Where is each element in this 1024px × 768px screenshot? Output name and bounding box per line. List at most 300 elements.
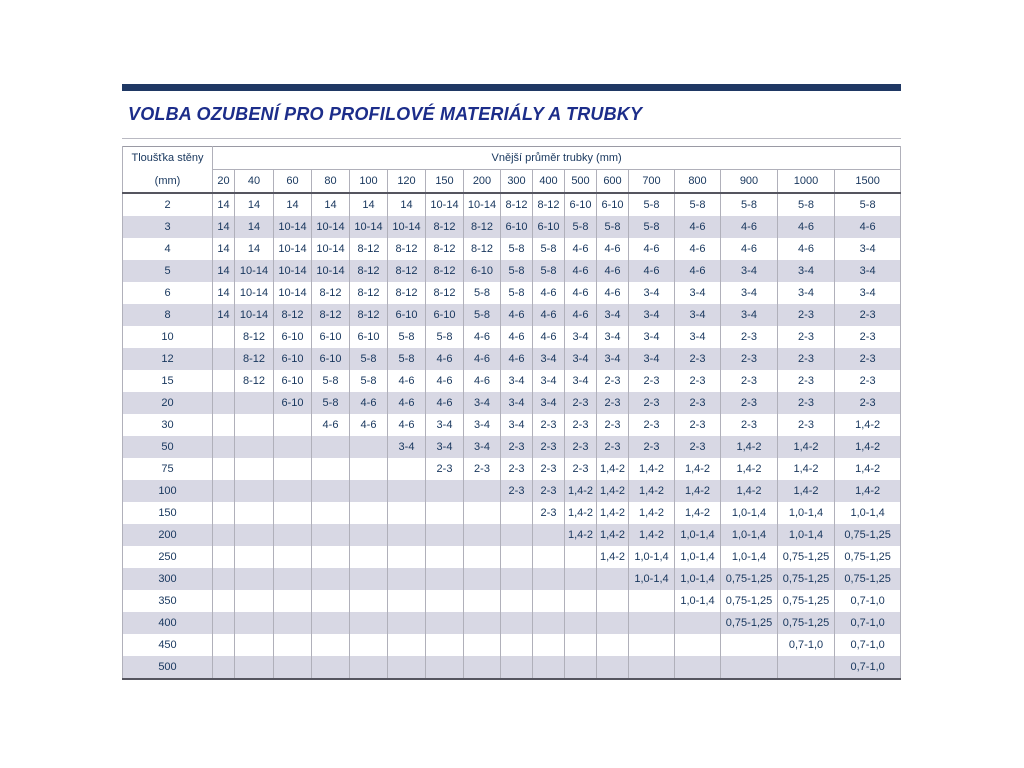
pitch-cell [235, 546, 274, 568]
pitch-cell [312, 458, 350, 480]
pitch-cell [312, 590, 350, 612]
header-row-units [123, 170, 901, 194]
pitch-cell: 2-3 [533, 414, 565, 436]
pitch-cell [565, 634, 597, 656]
diameter-col-header: 600 [597, 170, 629, 194]
document-page [122, 84, 902, 680]
pitch-cell: 4-6 [778, 216, 835, 238]
pitch-cell [426, 568, 464, 590]
pitch-cell [274, 568, 312, 590]
pitch-cell: 14 [213, 282, 235, 304]
pitch-cell: 5-8 [675, 193, 721, 216]
pitch-cell: 2-3 [629, 436, 675, 458]
pitch-cell [533, 568, 565, 590]
pitch-cell: 4-6 [533, 282, 565, 304]
pitch-cell [597, 634, 629, 656]
pitch-cell: 2-3 [778, 414, 835, 436]
pitch-cell: 14 [213, 238, 235, 260]
pitch-cell [565, 568, 597, 590]
pitch-cell [533, 656, 565, 679]
pitch-cell: 14 [312, 193, 350, 216]
pitch-cell: 1,0-1,4 [675, 546, 721, 568]
pitch-cell: 2-3 [675, 348, 721, 370]
pitch-cell: 3-4 [533, 370, 565, 392]
pitch-cell [533, 634, 565, 656]
pitch-cell [213, 348, 235, 370]
pitch-cell [629, 590, 675, 612]
pitch-cell: 3-4 [597, 304, 629, 326]
pitch-cell: 5-8 [426, 326, 464, 348]
pitch-cell: 3-4 [675, 282, 721, 304]
pitch-cell: 3-4 [426, 436, 464, 458]
pitch-cell: 6-10 [388, 304, 426, 326]
pitch-cell [426, 634, 464, 656]
thickness-cell: 5 [123, 260, 213, 282]
pitch-cell [778, 656, 835, 679]
pitch-cell: 4-6 [501, 326, 533, 348]
pitch-cell [721, 656, 778, 679]
pitch-cell [597, 612, 629, 634]
pitch-cell: 5-8 [388, 326, 426, 348]
pitch-cell [426, 546, 464, 568]
pitch-cell [565, 612, 597, 634]
pitch-cell: 1,4-2 [597, 502, 629, 524]
pitch-cell: 3-4 [629, 326, 675, 348]
pitch-cell: 14 [213, 193, 235, 216]
pitch-cell: 8-12 [312, 282, 350, 304]
pitch-cell: 2-3 [721, 326, 778, 348]
table-row [123, 568, 901, 590]
diameter-col-header: 200 [464, 170, 501, 194]
pitch-cell: 0,75-1,25 [721, 612, 778, 634]
pitch-cell: 1,4-2 [835, 458, 901, 480]
pitch-cell [274, 634, 312, 656]
table-row [123, 326, 901, 348]
pitch-cell: 4-6 [388, 414, 426, 436]
pitch-cell: 4-6 [675, 238, 721, 260]
pitch-cell: 10-14 [312, 238, 350, 260]
pitch-cell [675, 656, 721, 679]
pitch-cell: 2-3 [629, 392, 675, 414]
pitch-cell: 1,4-2 [675, 480, 721, 502]
pitch-cell [235, 524, 274, 546]
pitch-cell: 4-6 [565, 282, 597, 304]
thickness-cell: 30 [123, 414, 213, 436]
pitch-cell: 4-6 [501, 348, 533, 370]
pitch-cell [213, 502, 235, 524]
pitch-cell: 1,4-2 [565, 480, 597, 502]
pitch-cell [274, 546, 312, 568]
pitch-cell: 8-12 [388, 260, 426, 282]
thickness-cell: 10 [123, 326, 213, 348]
pitch-cell: 8-12 [235, 326, 274, 348]
pitch-cell: 8-12 [426, 282, 464, 304]
pitch-cell [464, 634, 501, 656]
pitch-cell [675, 612, 721, 634]
pitch-cell: 5-8 [533, 260, 565, 282]
pitch-cell: 4-6 [629, 260, 675, 282]
pitch-cell: 3-4 [597, 348, 629, 370]
pitch-cell [213, 370, 235, 392]
pitch-cell: 3-4 [533, 348, 565, 370]
pitch-cell: 10-14 [312, 216, 350, 238]
pitch-cell [235, 414, 274, 436]
pitch-cell [388, 458, 426, 480]
diameter-col-header: 120 [388, 170, 426, 194]
pitch-cell [426, 524, 464, 546]
pitch-cell [629, 634, 675, 656]
pitch-cell: 3-4 [501, 370, 533, 392]
pitch-cell: 1,0-1,4 [675, 568, 721, 590]
pitch-cell: 4-6 [597, 238, 629, 260]
pitch-cell: 6-10 [274, 370, 312, 392]
thickness-cell: 2 [123, 193, 213, 216]
pitch-cell: 2-3 [721, 392, 778, 414]
pitch-cell: 5-8 [388, 348, 426, 370]
thickness-cell: 6 [123, 282, 213, 304]
thickness-cell: 450 [123, 634, 213, 656]
pitch-cell: 10-14 [426, 193, 464, 216]
pitch-cell [350, 480, 388, 502]
diameter-col-header: 60 [274, 170, 312, 194]
pitch-cell: 4-6 [721, 216, 778, 238]
pitch-cell [629, 656, 675, 679]
thickness-cell: 200 [123, 524, 213, 546]
pitch-cell: 2-3 [629, 370, 675, 392]
pitch-cell [312, 568, 350, 590]
diameter-col-header: 700 [629, 170, 675, 194]
pitch-cell: 10-14 [350, 216, 388, 238]
pitch-cell: 1,4-2 [835, 414, 901, 436]
table-row [123, 502, 901, 524]
pitch-cell: 3-4 [835, 282, 901, 304]
pitch-cell: 2-3 [675, 370, 721, 392]
pitch-cell: 14 [213, 304, 235, 326]
pitch-cell: 2-3 [565, 414, 597, 436]
pitch-cell [274, 524, 312, 546]
pitch-cell: 1,4-2 [721, 436, 778, 458]
pitch-cell: 3-4 [501, 414, 533, 436]
pitch-cell: 10-14 [312, 260, 350, 282]
pitch-cell: 10-14 [235, 304, 274, 326]
pitch-cell: 4-6 [464, 348, 501, 370]
pitch-cell: 2-3 [533, 502, 565, 524]
row-header-title: Tloušťka stěny [123, 147, 213, 170]
pitch-cell: 5-8 [312, 392, 350, 414]
pitch-cell [235, 436, 274, 458]
pitch-cell: 2-3 [597, 370, 629, 392]
pitch-cell: 1,0-1,4 [675, 524, 721, 546]
pitch-cell [350, 590, 388, 612]
pitch-cell: 1,4-2 [629, 480, 675, 502]
pitch-cell: 2-3 [597, 436, 629, 458]
pitch-cell: 4-6 [533, 304, 565, 326]
table-row [123, 304, 901, 326]
pitch-cell: 1,0-1,4 [721, 524, 778, 546]
pitch-cell: 3-4 [721, 260, 778, 282]
pitch-cell: 14 [235, 238, 274, 260]
pitch-cell: 8-12 [533, 193, 565, 216]
pitch-cell [501, 634, 533, 656]
pitch-cell: 2-3 [835, 304, 901, 326]
pitch-cell [501, 612, 533, 634]
pitch-cell: 1,4-2 [675, 458, 721, 480]
pitch-cell: 14 [213, 216, 235, 238]
pitch-cell [274, 502, 312, 524]
pitch-cell: 3-4 [501, 392, 533, 414]
pitch-cell: 4-6 [426, 370, 464, 392]
pitch-cell: 14 [235, 216, 274, 238]
pitch-cell: 2-3 [778, 326, 835, 348]
diameter-col-header: 300 [501, 170, 533, 194]
pitch-cell [565, 546, 597, 568]
pitch-cell [388, 612, 426, 634]
pitch-cell [213, 414, 235, 436]
pitch-cell [213, 436, 235, 458]
pitch-cell: 0,7-1,0 [835, 590, 901, 612]
pitch-cell: 2-3 [501, 458, 533, 480]
pitch-cell: 2-3 [565, 436, 597, 458]
pitch-cell: 3-4 [675, 304, 721, 326]
table-header [123, 147, 901, 194]
pitch-cell: 6-10 [501, 216, 533, 238]
pitch-cell: 2-3 [533, 480, 565, 502]
pitch-cell [464, 502, 501, 524]
pitch-cell: 2-3 [675, 414, 721, 436]
thickness-cell: 350 [123, 590, 213, 612]
pitch-cell: 8-12 [350, 304, 388, 326]
pitch-cell [274, 480, 312, 502]
pitch-cell: 8-12 [235, 370, 274, 392]
thickness-cell: 100 [123, 480, 213, 502]
pitch-cell: 8-12 [350, 238, 388, 260]
top-accent-bar [122, 84, 901, 91]
pitch-cell [213, 326, 235, 348]
pitch-cell [426, 612, 464, 634]
thickness-cell: 75 [123, 458, 213, 480]
tooth-pitch-selection-table [122, 146, 901, 680]
pitch-cell: 3-4 [629, 304, 675, 326]
pitch-cell: 1,4-2 [629, 502, 675, 524]
pitch-cell: 1,0-1,4 [629, 546, 675, 568]
pitch-cell: 2-3 [778, 392, 835, 414]
pitch-cell [213, 568, 235, 590]
pitch-cell [312, 656, 350, 679]
pitch-cell [388, 656, 426, 679]
table-row [123, 612, 901, 634]
pitch-cell: 10-14 [235, 260, 274, 282]
pitch-cell [312, 546, 350, 568]
pitch-cell: 4-6 [388, 370, 426, 392]
pitch-cell: 6-10 [533, 216, 565, 238]
pitch-cell [426, 590, 464, 612]
pitch-cell [213, 480, 235, 502]
pitch-cell [597, 590, 629, 612]
diameter-col-header: 900 [721, 170, 778, 194]
pitch-cell: 2-3 [597, 392, 629, 414]
pitch-cell [464, 568, 501, 590]
pitch-cell [235, 634, 274, 656]
diameter-col-header: 500 [565, 170, 597, 194]
pitch-cell: 5-8 [533, 238, 565, 260]
pitch-cell: 0,7-1,0 [835, 612, 901, 634]
pitch-cell [388, 480, 426, 502]
table-row [123, 590, 901, 612]
row-header-unit: (mm) [123, 170, 213, 194]
pitch-cell [235, 480, 274, 502]
pitch-cell: 2-3 [721, 414, 778, 436]
pitch-cell [350, 458, 388, 480]
pitch-cell: 3-4 [464, 414, 501, 436]
pitch-cell: 6-10 [274, 392, 312, 414]
pitch-cell: 2-3 [778, 370, 835, 392]
pitch-cell: 4-6 [597, 260, 629, 282]
pitch-cell: 2-3 [721, 370, 778, 392]
pitch-cell: 4-6 [565, 260, 597, 282]
pitch-cell [213, 524, 235, 546]
pitch-cell [533, 546, 565, 568]
pitch-cell: 4-6 [501, 304, 533, 326]
pitch-cell [464, 590, 501, 612]
pitch-cell: 14 [235, 193, 274, 216]
pitch-cell: 5-8 [464, 304, 501, 326]
pitch-cell [464, 480, 501, 502]
diameter-col-header: 800 [675, 170, 721, 194]
pitch-cell [565, 656, 597, 679]
pitch-cell: 3-4 [675, 326, 721, 348]
table-row [123, 436, 901, 458]
pitch-cell: 0,75-1,25 [721, 568, 778, 590]
pitch-cell: 3-4 [388, 436, 426, 458]
pitch-cell [533, 612, 565, 634]
pitch-cell [464, 612, 501, 634]
pitch-cell: 3-4 [629, 348, 675, 370]
pitch-cell: 1,4-2 [778, 436, 835, 458]
pitch-cell [312, 480, 350, 502]
pitch-cell: 5-8 [501, 282, 533, 304]
pitch-cell [235, 502, 274, 524]
thickness-cell: 8 [123, 304, 213, 326]
pitch-cell [388, 524, 426, 546]
pitch-cell: 2-3 [675, 436, 721, 458]
pitch-cell: 1,0-1,4 [835, 502, 901, 524]
pitch-cell [235, 458, 274, 480]
table-row [123, 524, 901, 546]
pitch-cell: 4-6 [629, 238, 675, 260]
pitch-cell: 8-12 [388, 282, 426, 304]
pitch-cell: 5-8 [721, 193, 778, 216]
diameter-col-header: 80 [312, 170, 350, 194]
pitch-cell [501, 546, 533, 568]
table-row [123, 458, 901, 480]
pitch-cell: 3-4 [835, 238, 901, 260]
pitch-cell [501, 524, 533, 546]
pitch-cell [721, 634, 778, 656]
pitch-cell: 5-8 [312, 370, 350, 392]
pitch-cell: 2-3 [565, 458, 597, 480]
pitch-cell: 2-3 [501, 436, 533, 458]
pitch-cell: 5-8 [464, 282, 501, 304]
pitch-cell: 4-6 [388, 392, 426, 414]
pitch-cell: 10-14 [274, 260, 312, 282]
pitch-cell: 1,0-1,4 [721, 546, 778, 568]
pitch-cell: 3-4 [629, 282, 675, 304]
pitch-cell: 3-4 [721, 304, 778, 326]
pitch-cell: 0,75-1,25 [835, 568, 901, 590]
pitch-cell [501, 568, 533, 590]
pitch-cell [235, 656, 274, 679]
pitch-cell: 4-6 [350, 392, 388, 414]
pitch-cell: 1,4-2 [565, 502, 597, 524]
thickness-cell: 300 [123, 568, 213, 590]
pitch-cell [312, 524, 350, 546]
table-row [123, 216, 901, 238]
pitch-cell [565, 590, 597, 612]
pitch-cell: 6-10 [597, 193, 629, 216]
pitch-cell: 5-8 [350, 348, 388, 370]
pitch-cell: 3-4 [533, 392, 565, 414]
pitch-cell: 4-6 [597, 282, 629, 304]
pitch-cell: 5-8 [629, 193, 675, 216]
pitch-cell: 10-14 [388, 216, 426, 238]
pitch-cell: 0,75-1,25 [778, 568, 835, 590]
table-row [123, 193, 901, 216]
pitch-cell: 1,4-2 [721, 480, 778, 502]
pitch-cell [213, 546, 235, 568]
pitch-cell: 0,7-1,0 [778, 634, 835, 656]
pitch-cell: 6-10 [274, 348, 312, 370]
diameter-col-header: 100 [350, 170, 388, 194]
pitch-cell: 2-3 [533, 436, 565, 458]
table-row [123, 348, 901, 370]
pitch-cell: 3-4 [565, 348, 597, 370]
title-divider [122, 138, 901, 139]
thickness-cell: 15 [123, 370, 213, 392]
pitch-cell [350, 524, 388, 546]
pitch-cell [350, 656, 388, 679]
pitch-cell [350, 502, 388, 524]
pitch-cell: 4-6 [464, 326, 501, 348]
table-row [123, 260, 901, 282]
pitch-cell: 6-10 [312, 348, 350, 370]
table-row [123, 480, 901, 502]
pitch-cell: 2-3 [778, 348, 835, 370]
pitch-cell: 6-10 [350, 326, 388, 348]
pitch-cell: 4-6 [312, 414, 350, 436]
pitch-cell: 0,75-1,25 [835, 546, 901, 568]
table-row [123, 370, 901, 392]
pitch-cell [312, 436, 350, 458]
table-row [123, 634, 901, 656]
pitch-cell: 1,0-1,4 [721, 502, 778, 524]
pitch-cell: 6-10 [464, 260, 501, 282]
pitch-cell: 0,75-1,25 [835, 524, 901, 546]
pitch-cell: 1,4-2 [597, 524, 629, 546]
pitch-cell: 8-12 [426, 260, 464, 282]
pitch-cell [426, 656, 464, 679]
pitch-cell: 14 [388, 193, 426, 216]
pitch-cell: 6-10 [565, 193, 597, 216]
pitch-cell: 2-3 [565, 392, 597, 414]
thickness-cell: 3 [123, 216, 213, 238]
diameter-col-header: 40 [235, 170, 274, 194]
pitch-cell: 5-8 [350, 370, 388, 392]
pitch-cell: 4-6 [565, 304, 597, 326]
thickness-cell: 150 [123, 502, 213, 524]
pitch-cell [350, 612, 388, 634]
pitch-cell: 1,0-1,4 [675, 590, 721, 612]
pitch-cell: 8-12 [426, 238, 464, 260]
